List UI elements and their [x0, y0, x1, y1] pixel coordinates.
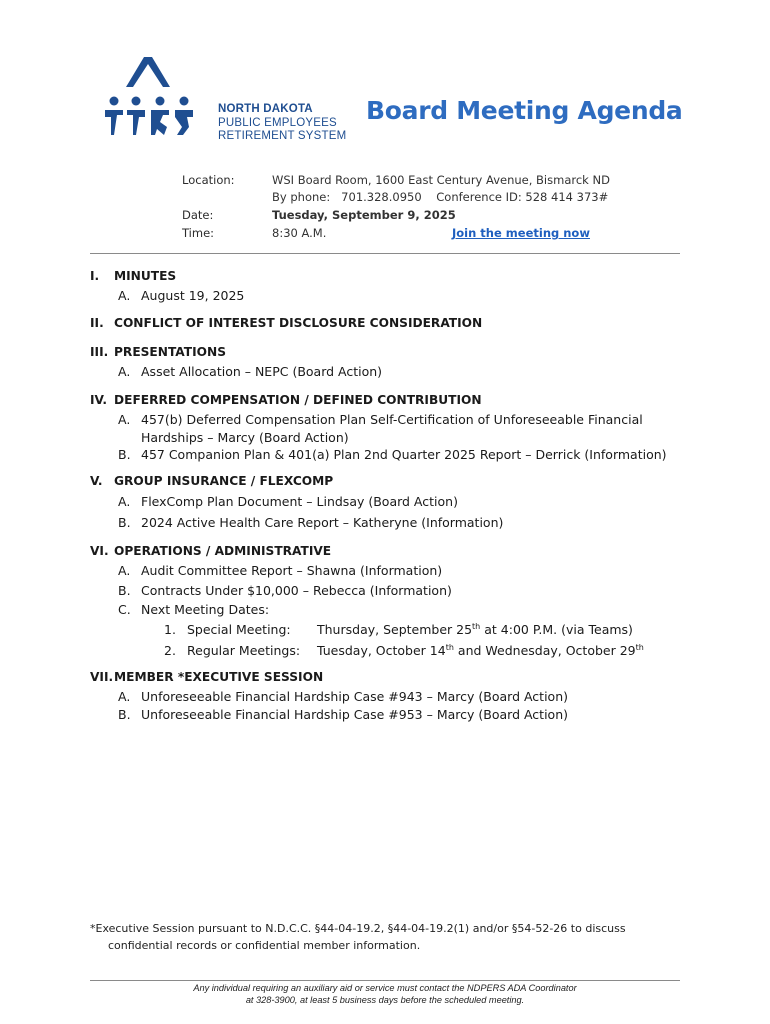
ada-notice — [90, 983, 680, 1006]
section-conflict-of-interest: II. CONFLICT OF INTEREST DISCLOSURE CONSIDERATION — [90, 316, 483, 330]
agenda-item: C. Next Meeting Dates: — [118, 602, 270, 617]
header-divider — [90, 253, 680, 254]
footer-divider — [90, 980, 680, 981]
agenda-item: A. Audit Committee Report – Shawna (Information) — [118, 563, 443, 578]
time-label: Time: — [182, 226, 215, 240]
location-value: WSI Board Room, 1600 East Century Avenue, Bismarck ND — [272, 173, 610, 187]
agenda-item: B. 457 Companion Plan & 401(a) Plan 2nd Quarter 2025 Report – Derrick (Information) — [118, 447, 667, 462]
meeting-date-item: 2. Regular Meetings: Tuesday, October 14th and Wednesday, October 29th — [164, 642, 644, 658]
section-deferred-compensation: IV. DEFERRED COMPENSATION / DEFINED CONTRIBUTION — [90, 393, 482, 407]
section-presentations: III. PRESENTATIONS — [90, 345, 226, 359]
organization-name — [218, 103, 346, 144]
agenda-item: B. 2024 Active Health Care Report – Katheryne (Information) — [118, 515, 504, 530]
org-line-2: PUBLIC EMPLOYEES — [218, 116, 337, 129]
section-operations: VI. OPERATIONS / ADMINISTRATIVE — [90, 544, 332, 558]
agenda-item: B. Unforeseeable Financial Hardship Case #953 – Marcy (Board Action) — [118, 707, 568, 722]
org-line-1: NORTH DAKOTA — [218, 103, 313, 115]
section-minutes: I. MINUTES — [90, 269, 177, 283]
section-executive-session: VII.MEMBER *EXECUTIVE SESSION — [90, 670, 324, 684]
phone-value: By phone: 701.328.0950 Conference ID: 528 414 373# — [272, 190, 609, 204]
agenda-item: A. August 19, 2025 — [118, 288, 245, 303]
meeting-date-item: 1. Special Meeting: Thursday, September 25th at 4:00 P.M. (via Teams) — [164, 621, 633, 637]
footnote-line-1: *Executive Session pursuant to N.D.C.C. §44-04-19.2, §44-04-19.2(1) and/or §54-52-26 to discuss — [90, 922, 626, 935]
ada-line-2: at 328-3900, at least 5 business days before the scheduled meeting. — [245, 994, 525, 1005]
agenda-item: A. Unforeseeable Financial Hardship Case #943 – Marcy (Board Action) — [118, 689, 568, 704]
executive-session-footnote — [90, 920, 690, 954]
agenda-item-continuation: Hardships – Marcy (Board Action) — [141, 430, 349, 445]
agenda-item: A. Asset Allocation – NEPC (Board Action) — [118, 364, 383, 379]
date-value: Tuesday, September 9, 2025 — [272, 208, 456, 222]
ada-line-1: Any individual requiring an auxiliary aid or service must contact the NDPERS ADA Coordinator — [193, 983, 577, 993]
time-value: 8:30 A.M. — [272, 226, 327, 240]
join-meeting-link[interactable]: Join the meeting now — [452, 226, 590, 240]
footnote-line-2: confidential records or confidential member information. — [108, 939, 421, 952]
date-label: Date: — [182, 208, 214, 222]
org-line-3: RETIREMENT SYSTEM — [218, 130, 347, 142]
agenda-item: A. 457(b) Deferred Compensation Plan Self-Certification of Unforeseeable Financial — [118, 412, 643, 427]
section-group-insurance: V. GROUP INSURANCE / FLEXCOMP — [90, 474, 334, 488]
agenda-item: B. Contracts Under $10,000 – Rebecca (Information) — [118, 583, 452, 598]
agenda-item: A. FlexComp Plan Document – Lindsay (Board Action) — [118, 494, 458, 509]
location-label: Location: — [182, 173, 235, 187]
page-title: Board Meeting Agenda — [366, 96, 683, 125]
